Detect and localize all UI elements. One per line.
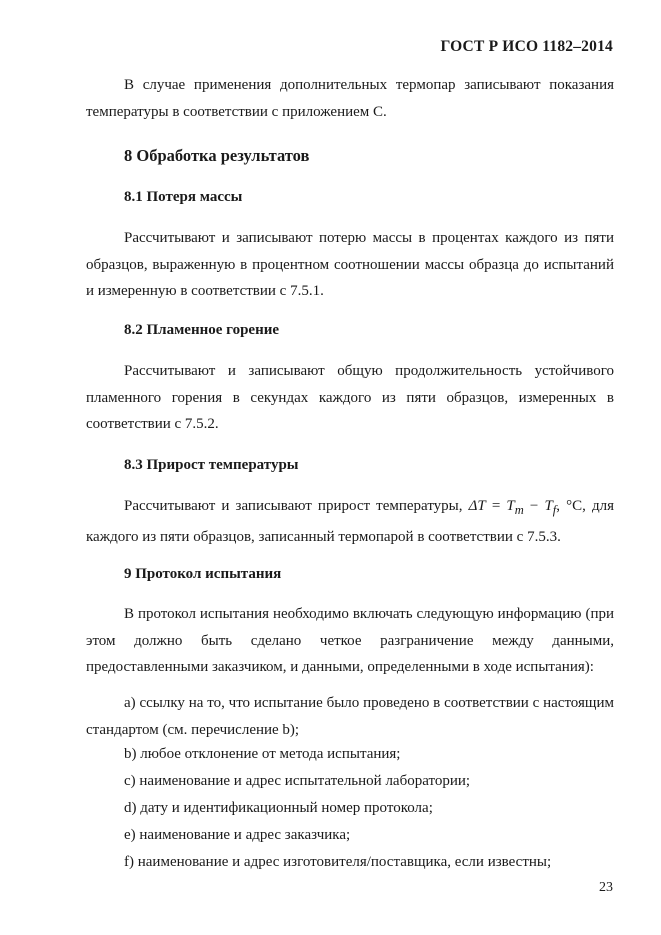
list-item-d: d) дату и идентификационный номер протокола; <box>124 800 433 816</box>
section-8-3-title: 8.3 Прирост температуры <box>124 457 299 473</box>
document-header: ГОСТ Р ИСО 1182–2014 <box>440 38 613 55</box>
section-9-title: 9 Протокол испытания <box>124 566 282 582</box>
list-item-f: f) наименование и адрес изготовителя/поставщика, если известны; <box>124 854 552 870</box>
formula-delta-t: ΔT <box>468 498 486 514</box>
formula-t-f-sub: f <box>552 503 557 517</box>
intro-paragraph: В случае применения дополнительных термопар записывают показания температуры в соответствии с приложением С. <box>86 77 614 120</box>
list-item-e: е) наименование и адрес заказчика; <box>124 827 351 843</box>
section-8-1-title: 8.1 Потеря массы <box>124 189 243 205</box>
section-8-3-paragraph <box>86 493 614 550</box>
formula-equals: = <box>485 498 507 514</box>
formula-text-after: , °С, для каждого из пяти образцов, записанный термопарой в соответствии с 7.5.3. <box>86 498 614 545</box>
formula-t-m-sub: m <box>514 503 524 517</box>
section-8-title: 8 Обработка результатов <box>124 146 310 165</box>
section-9-intro: В протокол испытания необходимо включать следующую информацию (при этом должно быть сделано четкое разграничение между данными, предоставленными заказчиком, и данными, определенными в ходе испытания): <box>86 606 614 675</box>
formula-t-f: T <box>544 498 553 514</box>
section-8-1-paragraph: Рассчитывают и записывают потерю массы в процентах каждого из пяти образцов, выраженную в процентном соотношении массы образца до испытаний и измеренную в соответствии с 7.5.1. <box>86 230 614 299</box>
list-item-c: с) наименование и адрес испытательной лаборатории; <box>124 773 471 789</box>
list-item-b: b) любое отклонение от метода испытания; <box>124 746 401 762</box>
section-8-2-title: 8.2 Пламенное горение <box>124 322 280 338</box>
page-number: 23 <box>599 880 613 895</box>
formula-t-m: T <box>506 498 515 514</box>
formula-minus: − <box>523 498 545 514</box>
list-item-a: а) ссылку на то, что испытание было проведено в соответствии с настоящим стандартом (см. перечисление b); <box>86 695 614 738</box>
section-8-2-paragraph: Рассчитывают и записывают общую продолжительность устойчивого пламенного горения в секундах каждого из пяти образцов, измеренных в соответствии с 7.5.2. <box>86 363 614 432</box>
formula-text-before: Рассчитывают и записывают прирост температуры, <box>124 498 469 514</box>
